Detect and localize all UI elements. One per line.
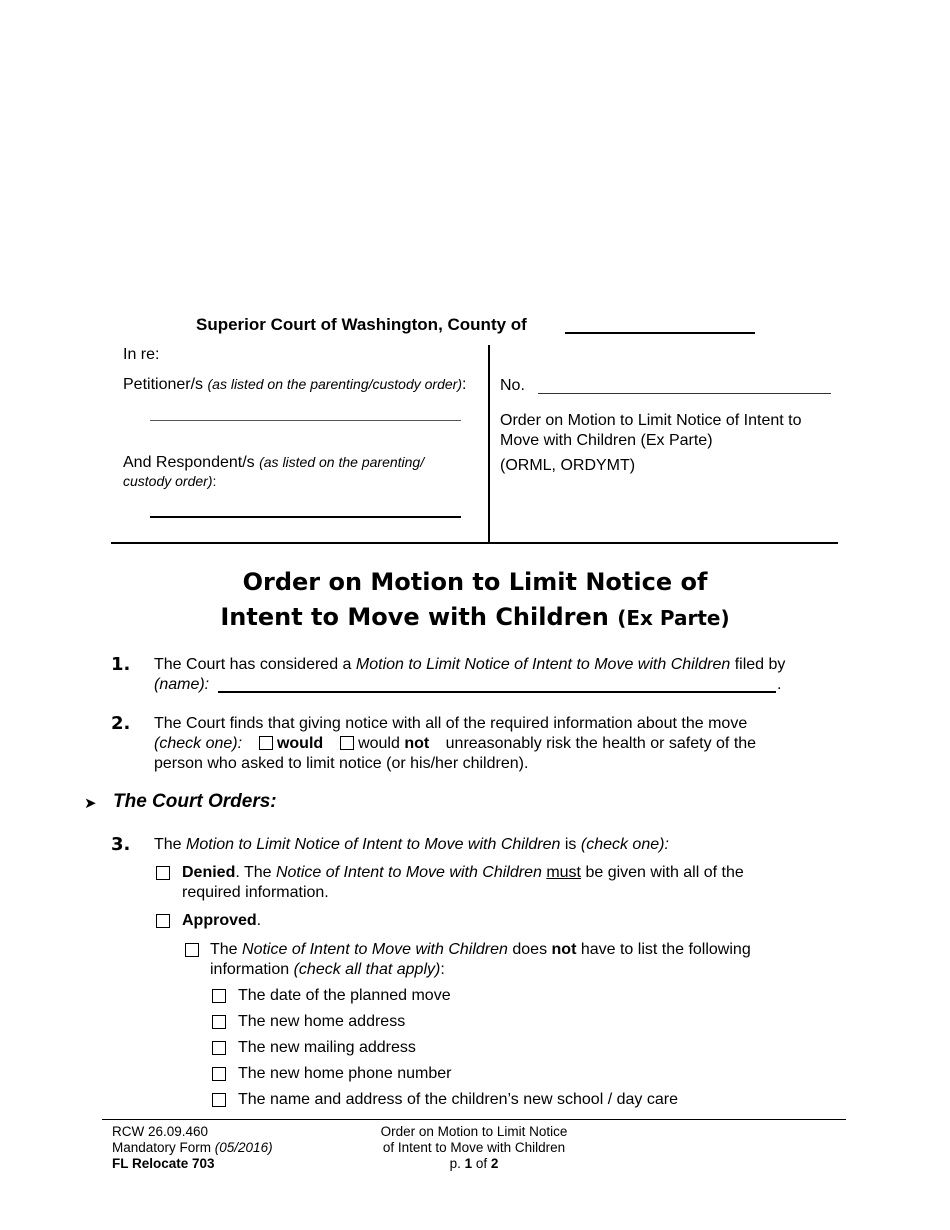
omit-mailing-address-checkbox[interactable] <box>212 1041 226 1055</box>
list-item: The new home phone number <box>238 1065 452 1082</box>
omit-home-address-checkbox[interactable] <box>212 1015 226 1029</box>
approved-checkbox[interactable] <box>156 914 170 928</box>
respondent-note-cont: custody order): <box>123 473 217 489</box>
page-title: Order on Motion to Limit Notice of <box>242 568 708 596</box>
footer-rule <box>102 1119 846 1120</box>
notice-limit-text: The Notice of Intent to Move with Children does not have to list the following <box>210 941 751 958</box>
footer-left <box>112 1124 273 1172</box>
would-checkbox[interactable] <box>259 736 273 750</box>
omit-phone-checkbox[interactable] <box>212 1067 226 1081</box>
footer-mandatory: Mandatory Form (05/2016) <box>112 1140 273 1155</box>
footer-center <box>324 1124 624 1172</box>
denied-checkbox[interactable] <box>156 866 170 880</box>
notice-limit-checkbox[interactable] <box>185 943 199 957</box>
footer-page-number: p. 1 of 2 <box>449 1156 499 1171</box>
notice-limit-text-cont: information (check all that apply): <box>210 961 445 978</box>
section-3-text: The Motion to Limit Notice of Intent to Move with Children is (check one): <box>154 836 669 853</box>
petitioner-label: Petitioner/s (as listed on the parenting/custody order): <box>123 376 467 393</box>
page-title-cont: Intent to Move with Children (Ex Parte) <box>220 603 730 631</box>
list-item: The new mailing address <box>238 1039 416 1056</box>
section-1-number: 1. <box>111 654 131 675</box>
denied-text: Denied. The Notice of Intent to Move with Children must be given with all of the <box>182 864 744 881</box>
orders-heading: The Court Orders: <box>113 791 277 812</box>
county-field[interactable] <box>565 332 755 334</box>
respondent-label: And Respondent/s (as listed on the parenting/ <box>123 454 425 471</box>
footer-rcw: RCW 26.09.460 <box>112 1124 209 1139</box>
court-heading: Superior Court of Washington, County of <box>196 315 527 334</box>
footer-title: Order on Motion to Limit Notice <box>380 1124 568 1139</box>
section-2-text: The Court finds that giving notice with all of the required information about the move <box>154 715 748 732</box>
omit-school-checkbox[interactable] <box>212 1093 226 1107</box>
caption-bottom-rule <box>111 542 838 544</box>
case-no-label: No. <box>500 377 525 394</box>
in-re-label: In re: <box>123 346 160 363</box>
omit-date-checkbox[interactable] <box>212 989 226 1003</box>
caption-doc-title: Order on Motion to Limit Notice of Intent to <box>500 412 802 429</box>
approved-text: Approved. <box>182 912 262 929</box>
caption-vertical-divider <box>488 345 490 543</box>
section-2-number: 2. <box>111 713 131 734</box>
filer-name-field[interactable] <box>218 691 776 693</box>
footer-title-cont: of Intent to Move with Children <box>382 1140 566 1155</box>
caption-doc-title-cont: Move with Children (Ex Parte) <box>500 432 713 449</box>
denied-text-cont: required information. <box>182 884 329 901</box>
arrow-bullet-icon: ➤ <box>84 795 97 812</box>
filer-name-label: (name): <box>154 676 210 693</box>
respondent-name-field[interactable] <box>150 516 461 518</box>
petitioner-name-field[interactable] <box>150 420 461 421</box>
list-item: The new home address <box>238 1013 406 1030</box>
period: . <box>777 676 782 693</box>
section-2-options: (check one): would would not unreasonably risk the health or safety of the <box>154 735 757 752</box>
list-item: The date of the planned move <box>238 987 451 1004</box>
list-item: The name and address of the children’s new school / day care <box>238 1091 678 1108</box>
section-1-text: The Court has considered a Motion to Limit Notice of Intent to Move with Children filed by <box>154 656 786 673</box>
would-not-checkbox[interactable] <box>340 736 354 750</box>
footer-form-id: FL Relocate 703 <box>112 1156 215 1171</box>
section-3-number: 3. <box>111 834 131 855</box>
section-2-text-cont: person who asked to limit notice (or his/her children). <box>154 755 529 772</box>
caption-doc-codes: (ORML, ORDYMT) <box>500 457 636 474</box>
case-number-field[interactable] <box>538 393 831 394</box>
